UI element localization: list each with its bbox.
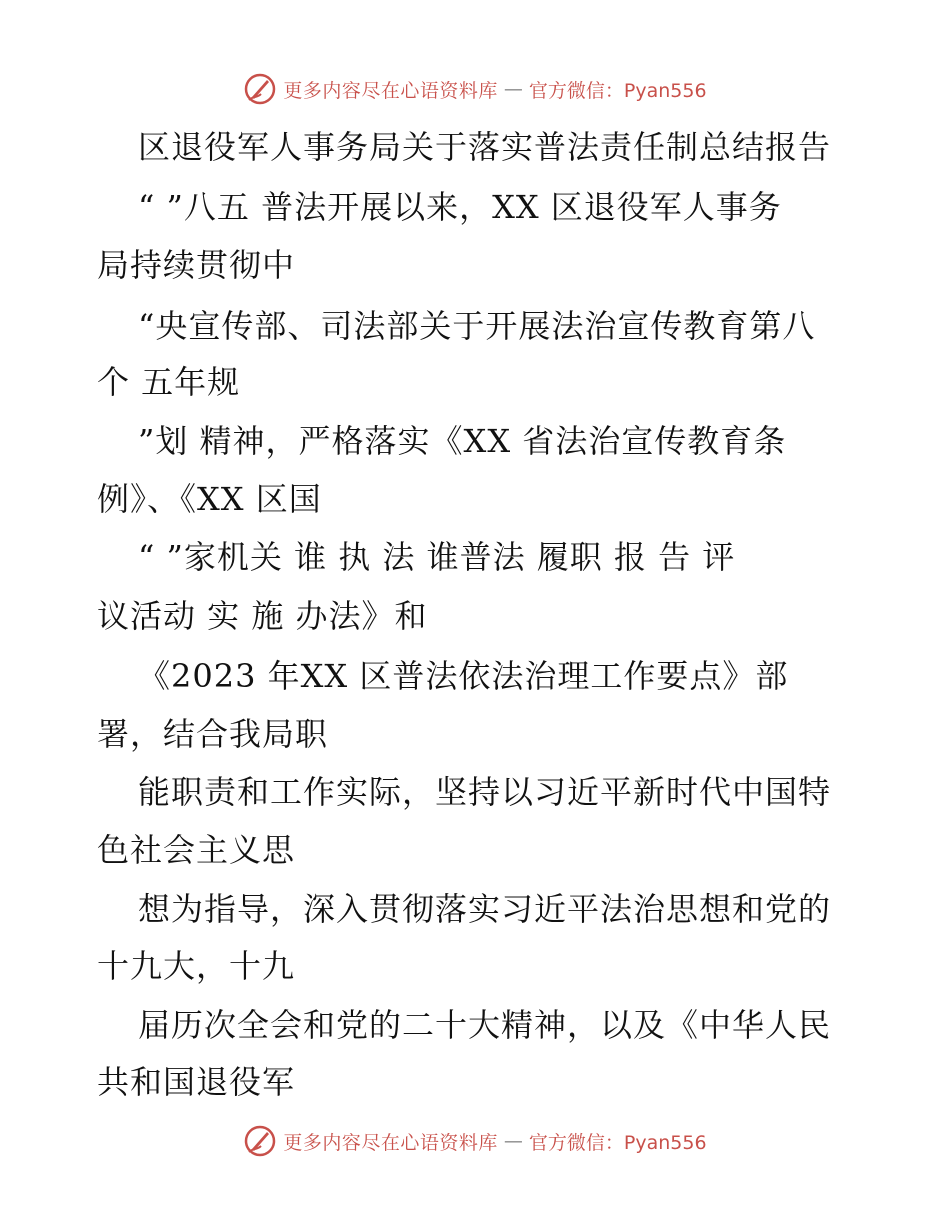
paragraph-line: 个 五年规 xyxy=(97,363,241,401)
paragraph-line: 议活动 实 施 办法》和 xyxy=(97,597,428,635)
watermark-contact: 官方微信：Pyan556 xyxy=(528,1131,707,1154)
watermark-text: 更多内容尽在心语资料库 xyxy=(283,79,498,102)
paragraph-line: 《2023 年XX 区普法依法治理工作要点》部 xyxy=(138,657,789,695)
watermark-separator: — xyxy=(503,78,523,100)
quill-logo-icon xyxy=(243,72,277,106)
paragraph-line: 想为指导，深入贯彻落实习近平法治思想和党的 xyxy=(138,890,832,928)
paragraph-line: 例》、《XX 区国 xyxy=(97,480,322,518)
document-title: 区退役军人事务局关于落实普法责任制总结报告 xyxy=(138,128,832,166)
watermark-separator: — xyxy=(503,1130,523,1152)
paragraph-line: 能职责和工作实际，坚持以习近平新时代中国特 xyxy=(138,773,832,811)
quill-logo-icon xyxy=(243,1124,277,1158)
paragraph-line: “ ”家机关 谁 执 法 谁普法 履职 报 告 评 xyxy=(138,538,736,576)
paragraph-line: 十九大，十九 xyxy=(97,947,296,985)
paragraph-line: 届历次全会和党的二十大精神，以及《中华人民 xyxy=(138,1006,832,1044)
paragraph-line: ”划 精神，严格落实《XX 省法治宣传教育条 xyxy=(138,422,787,460)
paragraph-line: 色社会主义思 xyxy=(97,831,296,869)
footer-watermark xyxy=(0,1124,950,1158)
watermark-text: 更多内容尽在心语资料库 xyxy=(283,1131,498,1154)
header-watermark xyxy=(0,72,950,106)
paragraph-line: 共和国退役军 xyxy=(97,1063,296,1101)
watermark-contact: 官方微信：Pyan556 xyxy=(528,79,707,102)
paragraph-line: 局持续贯彻中 xyxy=(97,246,296,284)
paragraph-line: 署，结合我局职 xyxy=(97,715,329,753)
paragraph-line: “央宣传部、司法部关于开展法治宣传教育第八 xyxy=(138,307,816,345)
paragraph-line: “ ”八五 普法开展以来，XX 区退役军人事务 xyxy=(138,188,782,226)
